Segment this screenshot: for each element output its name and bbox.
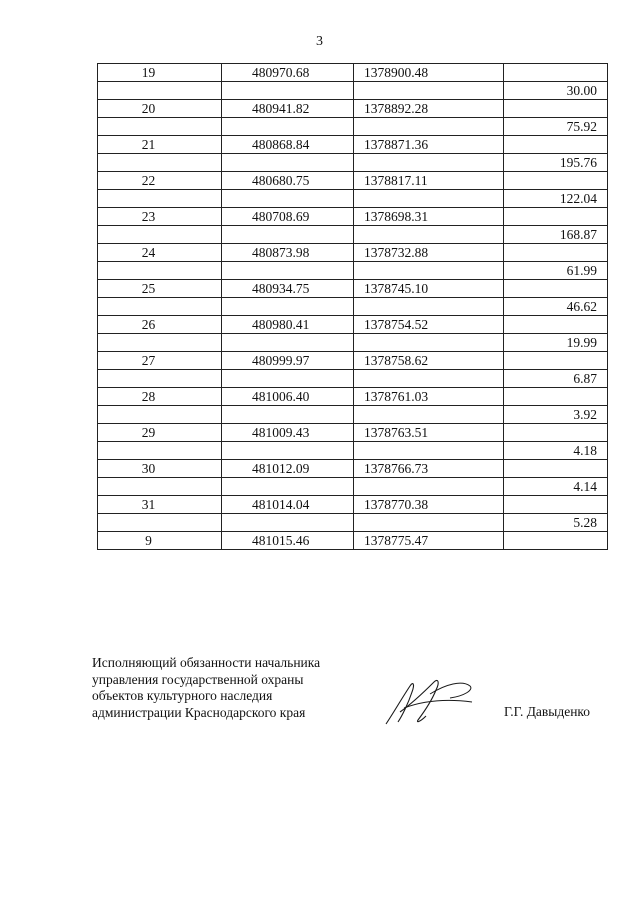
point-number-cell [98, 298, 222, 316]
x-coordinate-cell: 481014.04 [222, 496, 354, 514]
segment-length-cell [504, 460, 608, 478]
segment-length-cell [504, 208, 608, 226]
segment-length-cell [504, 280, 608, 298]
coordinates-table [97, 63, 608, 550]
segment-length-cell [504, 316, 608, 334]
x-coordinate-cell [222, 190, 354, 208]
segment-length-cell: 4.14 [504, 478, 608, 496]
table-row [98, 370, 608, 388]
table-row [98, 226, 608, 244]
y-coordinate-cell [354, 406, 504, 424]
table-row [98, 64, 608, 82]
table-row [98, 478, 608, 496]
segment-length-cell [504, 388, 608, 406]
y-coordinate-cell [354, 226, 504, 244]
segment-length-cell [504, 532, 608, 550]
segment-length-cell: 46.62 [504, 298, 608, 316]
point-number-cell: 31 [98, 496, 222, 514]
table-row [98, 352, 608, 370]
y-coordinate-cell [354, 154, 504, 172]
point-number-cell [98, 262, 222, 280]
point-number-cell: 22 [98, 172, 222, 190]
table-row [98, 154, 608, 172]
x-coordinate-cell: 481006.40 [222, 388, 354, 406]
y-coordinate-cell: 1378900.48 [354, 64, 504, 82]
point-number-cell [98, 190, 222, 208]
signer-position-line: управления государственной охраны [92, 671, 304, 687]
point-number-cell [98, 82, 222, 100]
y-coordinate-cell [354, 514, 504, 532]
y-coordinate-cell [354, 334, 504, 352]
segment-length-cell [504, 352, 608, 370]
x-coordinate-cell [222, 262, 354, 280]
y-coordinate-cell [354, 118, 504, 136]
x-coordinate-cell: 480680.75 [222, 172, 354, 190]
point-number-cell: 30 [98, 460, 222, 478]
x-coordinate-cell: 480868.84 [222, 136, 354, 154]
x-coordinate-cell: 480934.75 [222, 280, 354, 298]
y-coordinate-cell [354, 370, 504, 388]
x-coordinate-cell [222, 226, 354, 244]
table-row [98, 208, 608, 226]
signer-position-line: объектов культурного наследия [92, 688, 273, 703]
point-number-cell: 20 [98, 100, 222, 118]
signer-name: Г.Г. Давыденко [504, 704, 591, 719]
point-number-cell [98, 154, 222, 172]
segment-length-cell: 30.00 [504, 82, 608, 100]
segment-length-cell [504, 496, 608, 514]
x-coordinate-cell [222, 442, 354, 460]
y-coordinate-cell [354, 262, 504, 280]
point-number-cell [98, 334, 222, 352]
table-row [98, 136, 608, 154]
table-row [98, 514, 608, 532]
handwritten-signature-icon [380, 672, 480, 730]
point-number-cell: 23 [98, 208, 222, 226]
segment-length-cell [504, 172, 608, 190]
point-number-cell: 27 [98, 352, 222, 370]
table-row [98, 244, 608, 262]
y-coordinate-cell: 1378754.52 [354, 316, 504, 334]
signer-position [92, 655, 320, 721]
table-row [98, 424, 608, 442]
point-number-cell: 19 [98, 64, 222, 82]
table-row [98, 298, 608, 316]
table-row [98, 406, 608, 424]
y-coordinate-cell: 1378892.28 [354, 100, 504, 118]
point-number-cell: 29 [98, 424, 222, 442]
y-coordinate-cell: 1378732.88 [354, 244, 504, 262]
table-row [98, 316, 608, 334]
point-number-cell: 26 [98, 316, 222, 334]
table-row [98, 460, 608, 478]
point-number-cell: 21 [98, 136, 222, 154]
x-coordinate-cell [222, 334, 354, 352]
y-coordinate-cell: 1378758.62 [354, 352, 504, 370]
x-coordinate-cell: 480708.69 [222, 208, 354, 226]
point-number-cell: 9 [98, 532, 222, 550]
y-coordinate-cell [354, 190, 504, 208]
x-coordinate-cell: 481009.43 [222, 424, 354, 442]
y-coordinate-cell: 1378763.51 [354, 424, 504, 442]
x-coordinate-cell [222, 118, 354, 136]
table-row [98, 388, 608, 406]
point-number-cell [98, 442, 222, 460]
x-coordinate-cell: 480980.41 [222, 316, 354, 334]
y-coordinate-cell [354, 442, 504, 460]
segment-length-cell: 75.92 [504, 118, 608, 136]
segment-length-cell [504, 424, 608, 442]
table-row [98, 172, 608, 190]
point-number-cell [98, 118, 222, 136]
coordinates-table-body [98, 64, 608, 550]
segment-length-cell: 168.87 [504, 226, 608, 244]
point-number-cell: 24 [98, 244, 222, 262]
point-number-cell [98, 478, 222, 496]
point-number-cell [98, 226, 222, 244]
table-row [98, 82, 608, 100]
x-coordinate-cell: 480999.97 [222, 352, 354, 370]
x-coordinate-cell [222, 298, 354, 316]
page-number: 3 [316, 34, 323, 49]
segment-length-cell [504, 136, 608, 154]
x-coordinate-cell [222, 514, 354, 532]
x-coordinate-cell [222, 82, 354, 100]
x-coordinate-cell: 480970.68 [222, 64, 354, 82]
segment-length-cell [504, 100, 608, 118]
table-row [98, 118, 608, 136]
segment-length-cell: 195.76 [504, 154, 608, 172]
point-number-cell: 25 [98, 280, 222, 298]
y-coordinate-cell: 1378698.31 [354, 208, 504, 226]
point-number-cell: 28 [98, 388, 222, 406]
y-coordinate-cell: 1378745.10 [354, 280, 504, 298]
x-coordinate-cell: 481012.09 [222, 460, 354, 478]
table-row [98, 100, 608, 118]
table-row [98, 442, 608, 460]
x-coordinate-cell [222, 370, 354, 388]
segment-length-cell: 19.99 [504, 334, 608, 352]
y-coordinate-cell: 1378871.36 [354, 136, 504, 154]
table-row [98, 496, 608, 514]
segment-length-cell: 5.28 [504, 514, 608, 532]
segment-length-cell: 3.92 [504, 406, 608, 424]
y-coordinate-cell [354, 478, 504, 496]
x-coordinate-cell [222, 154, 354, 172]
segment-length-cell: 122.04 [504, 190, 608, 208]
x-coordinate-cell: 480941.82 [222, 100, 354, 118]
y-coordinate-cell: 1378761.03 [354, 388, 504, 406]
x-coordinate-cell [222, 406, 354, 424]
table-row [98, 262, 608, 280]
table-row [98, 190, 608, 208]
segment-length-cell [504, 64, 608, 82]
signer-position-line: Исполняющий обязанности начальника [92, 655, 321, 670]
y-coordinate-cell: 1378775.47 [354, 532, 504, 550]
x-coordinate-cell [222, 478, 354, 496]
x-coordinate-cell: 480873.98 [222, 244, 354, 262]
point-number-cell [98, 406, 222, 424]
signer-position-line: администрации Краснодарского края [92, 704, 306, 720]
y-coordinate-cell: 1378770.38 [354, 496, 504, 514]
y-coordinate-cell [354, 82, 504, 100]
x-coordinate-cell: 481015.46 [222, 532, 354, 550]
segment-length-cell: 4.18 [504, 442, 608, 460]
y-coordinate-cell: 1378817.11 [354, 172, 504, 190]
point-number-cell [98, 370, 222, 388]
table-row [98, 532, 608, 550]
table-row [98, 280, 608, 298]
y-coordinate-cell: 1378766.73 [354, 460, 504, 478]
segment-length-cell: 6.87 [504, 370, 608, 388]
segment-length-cell: 61.99 [504, 262, 608, 280]
segment-length-cell [504, 244, 608, 262]
y-coordinate-cell [354, 298, 504, 316]
point-number-cell [98, 514, 222, 532]
table-row [98, 334, 608, 352]
